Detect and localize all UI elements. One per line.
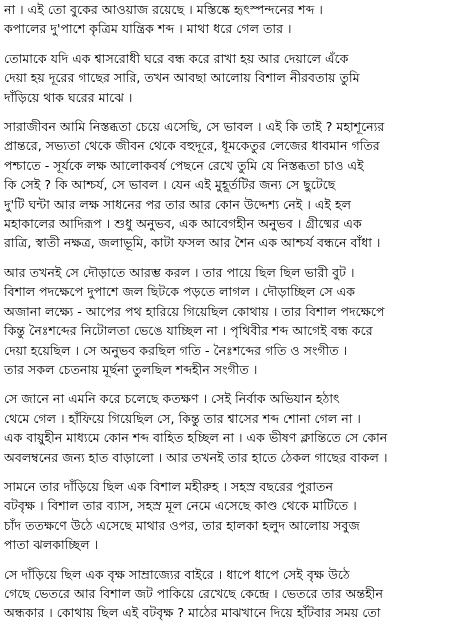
text-line: গেছে ভেতরে আর বিশাল জট পাকিয়ে রেখেছে কেন্দ্রে । ভেতরে তার অন্তহীন bbox=[4, 585, 383, 601]
text-line: সে দাঁড়িয়ে ছিল এক বৃক্ষ সাম্রাজ্যের বাইরে । ধাপে ধাপে সেই বৃক্ষ উঠে bbox=[4, 566, 350, 582]
text-line: রাত্রি, স্বাতী নক্ষত্র, জলাভূমি, কাটা ফসল আর শৈন এক আশ্চর্য বন্ধনে বাঁধা । bbox=[4, 235, 381, 251]
text-line: কি সেই ? কি আশ্চর্য, সে ভাবল । যেন এই মুহূর্তটির জন্য সে ছুটেছে bbox=[4, 177, 336, 193]
text-line: অন্ধকার । কোথায় ছিল এই বটবৃক্ষ ? মাঠের মাঝখানে দিয়ে হাঁটবার সময় তো bbox=[4, 605, 381, 621]
paragraph-1 bbox=[4, 0, 454, 39]
paragraph-gap bbox=[4, 253, 454, 263]
paragraph-3 bbox=[4, 117, 454, 253]
paragraph-gap bbox=[4, 379, 454, 389]
paragraph-gap bbox=[4, 555, 454, 565]
text-line: দেয়া হয়েছিল । সে অনুভব করছিল গতি - নৈঃশব্দের গতি ও সংগীত । bbox=[4, 342, 348, 358]
text-line: দেয়া হয় দূরের গাছের সারি, তখন আবছা আলোয় বিশাল নীরবতায় তুমি bbox=[4, 70, 360, 86]
text-line: থেমে গেল । হাঁফিয়ে গিয়েছিল সে, কিন্তু তার শ্বাসের শব্দ শোনা গেল না । bbox=[4, 410, 361, 426]
text-line: অবলম্বনের জন্য হাত বাড়ালো । আর তখনই তার হাতে ঠেকল গাছের বাকল । bbox=[4, 449, 388, 465]
paragraph-6 bbox=[4, 477, 454, 555]
text-line: সারাজীবন আমি নিস্তব্ধতা চেয়ে এসেছি, সে ভাবল । এই কি তাই ? মহাশূন্যের bbox=[4, 119, 385, 135]
text-line: তার সকল চেতনায় মূর্ছনা তুলছিল শব্দহীন সংগীত । bbox=[4, 361, 258, 377]
text-line: অজানা লক্ষ্যে - আপের পথ হারিয়ে গিয়েছিল কোথায় । তার বিশাল পদক্ষেপে bbox=[4, 303, 385, 319]
text-line: না । এই তো বুকের আওয়াজ রয়েছে । মস্তিষ্কে হৃৎস্পন্দনের শব্দ । bbox=[4, 2, 323, 17]
paragraph-2 bbox=[4, 49, 454, 107]
text-line: মহাকালের আদিরূপ । শুধু অনুভব, এক আবেগহীন অনুভব । গ্রীষ্মের এক bbox=[4, 216, 362, 232]
text-line: সামনে তার দাঁড়িয়ে ছিল এক বিশাল মহীরুহ । সহস্র বছরের পুরাতন bbox=[4, 478, 333, 494]
text-line: সে জানে না এমনি করে চলেছে কতক্ষণ । সেই নির্বাক অভিযান হঠাৎ bbox=[4, 391, 340, 407]
paragraph-gap bbox=[4, 107, 454, 117]
text-line: চাঁদ ততক্ষণে উঠে এসেছে মাথার ওপর, তার হালকা হলুদ আলোয় সবুজ bbox=[4, 517, 360, 533]
paragraph-5 bbox=[4, 389, 454, 467]
text-line: কিন্তু নৈঃশব্দের নিটোলতা ভেঙে যাচ্ছিল না । পৃথিবীর শব্দ আগেই বন্ধ করে bbox=[4, 323, 373, 339]
text-line: তোমাকে যদি এক শ্বাসরোধী ঘরে বন্ধ করে রাখা হয় আর দেয়ালে এঁকে bbox=[4, 50, 349, 66]
text-line: দাঁড়িয়ে থাক ঘরের মাঝে । bbox=[4, 89, 133, 105]
paragraph-gap bbox=[4, 467, 454, 477]
text-line: কপালের দু'পাশে কৃত্রিম যান্ত্রিক শব্দ । মাথা ধরে গেল তার । bbox=[4, 21, 292, 37]
text-line: প্রান্তরে, সভ্যতা থেকে জীবন থেকে বহুদূরে, ধূমকেতুর লেজের ধাবমান গতির bbox=[4, 138, 380, 154]
text-line: বিশাল পদক্ষেপে দুপাশে জল ছিটকে পড়তে লাগল । দৌড়াচ্ছিল সে এক bbox=[4, 284, 356, 300]
text-line: বটবৃক্ষ । বিশাল তার ব্যাস, সহস্র মূল নেমে এসেছে কাণ্ড থেকে মাটিতে । bbox=[4, 498, 357, 514]
paragraph-4 bbox=[4, 263, 454, 379]
text-line: দু'টি ঘন্টা আর লক্ষ সাধনের পর তার আর কোন উদ্দেশ্য নেই । এই হল bbox=[4, 196, 351, 212]
text-line: এক বায়ুহীন মাধ্যমে কোন শব্দ বাহিত হচ্ছিল না । এক ভীষণ ক্লান্তিতে সে কোন bbox=[4, 430, 388, 446]
text-line: আর তখনই সে দৌড়াতে আরম্ভ করল । তার পায়ে ছিল ছিল ভারী বুট । bbox=[4, 264, 355, 280]
paragraph-gap bbox=[4, 39, 454, 49]
paragraph-7 bbox=[4, 565, 454, 623]
text-line: পশ্চাতে - সূর্যকে লক্ষ আলোকবর্ষ পেছনে রেখে তুমি যে নিস্তব্ধতা চাও এই bbox=[4, 157, 364, 173]
document-page bbox=[4, 0, 454, 621]
text-line: পাতা ঝলকাচ্ছিল । bbox=[4, 537, 99, 553]
